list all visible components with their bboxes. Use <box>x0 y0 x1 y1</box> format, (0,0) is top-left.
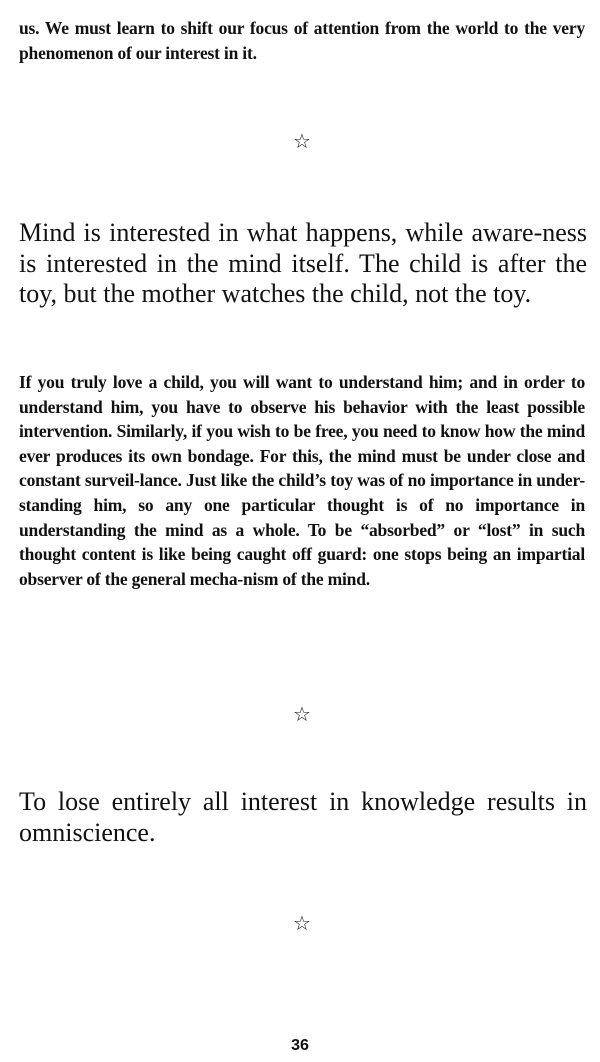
star-separator-icon: ☆ <box>293 911 311 935</box>
page-number: 36 <box>291 1037 309 1054</box>
star-separator-icon: ☆ <box>293 702 311 726</box>
aphorism-mind-awareness: Mind is interested in what happens, while aware-ness is interested in the mind itself. The child is after the toy, but the mother watches the child, not the toy. <box>19 218 587 308</box>
paragraph-child-observation: If you truly love a child, you will want to understand him; and in order to understand him, you have to observe his behavior with the least possible intervention. Similarly, if you wish to be free, you need to know how the mind ever produces its own bondage. For this, the mind must be under close and constant surveil-lance. Just like the child’s toy was of no importance in under-standing him, so any one particular thought is of no importance in understanding the mind as a whole. To be “absorbed” or “lost” in such thought content is like being caught off guard: one stops being an impartial observer of the general mecha-nism of the mind. <box>19 372 585 589</box>
aphorism-omniscience: To lose entirely all interest in knowledge results in omniscience. <box>19 787 587 847</box>
star-separator-icon: ☆ <box>293 129 311 153</box>
continued-paragraph: us. We must learn to shift our focus of attention from the world to the very phenomenon of our interest in it. <box>19 18 585 63</box>
